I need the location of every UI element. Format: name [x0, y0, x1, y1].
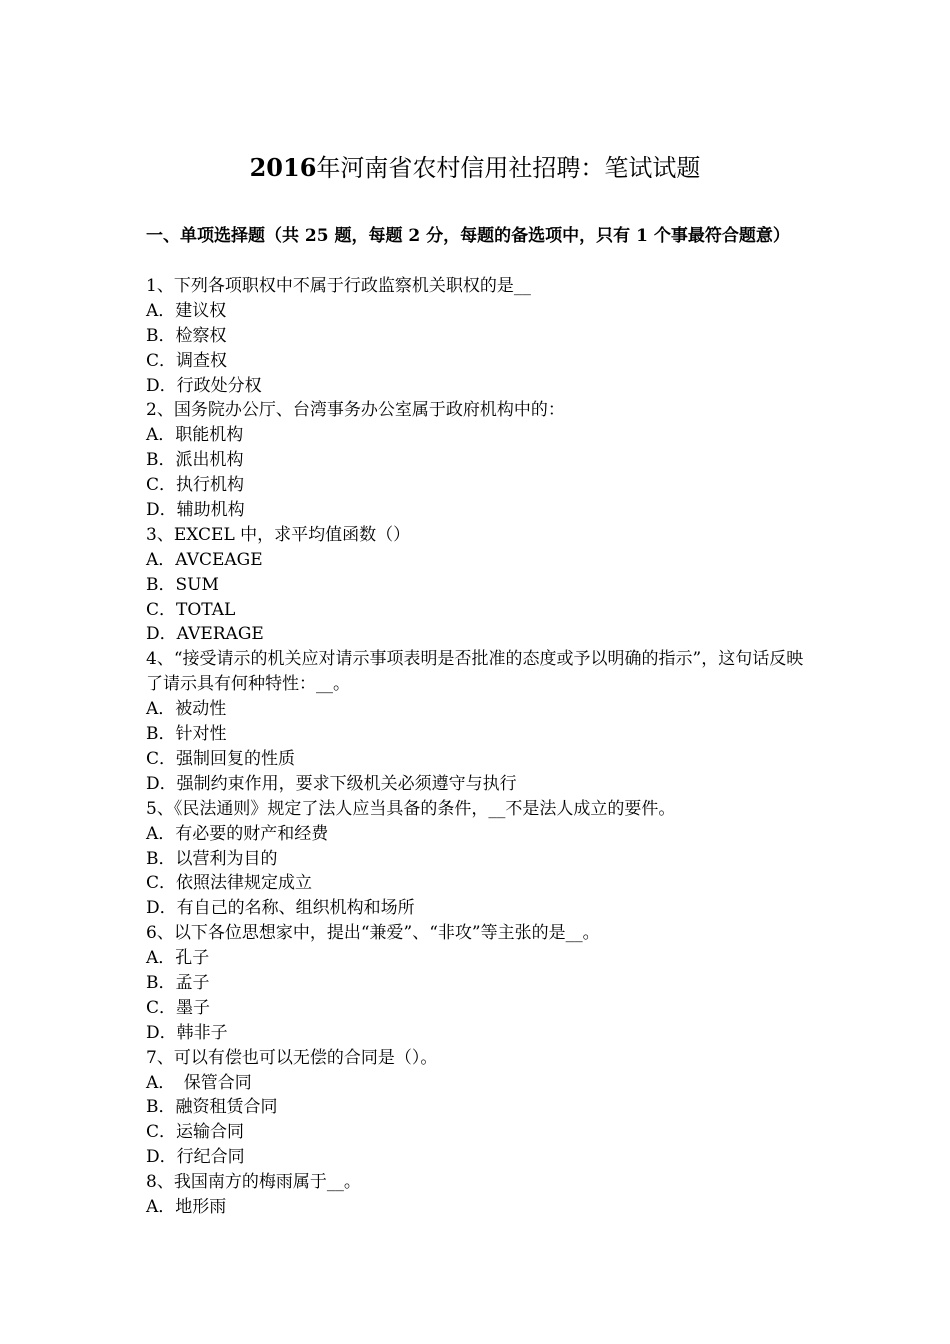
answer-option: D．强制约束作用，要求下级机关必须遵守与执行	[146, 773, 517, 794]
answer-option: B．孟子	[146, 972, 210, 993]
answer-option: C．执行机构	[146, 475, 245, 496]
question-stem: 2、国务院办公厅、台湾事务办公室属于政府机构中的：	[146, 400, 565, 421]
answer-option: A．地形雨	[146, 1196, 227, 1217]
question-stem: 6、以下各位思想家中，提出“兼爱”、“非攻”等主张的是__。	[146, 923, 600, 944]
answer-option: C．调查权	[146, 350, 228, 371]
title-text: 年河南省农村信用社招聘：笔试试题	[316, 154, 701, 182]
answer-option: A．被动性	[146, 699, 227, 720]
answer-option: B．融资租赁合同	[146, 1097, 278, 1118]
question-list	[146, 274, 818, 1220]
answer-option: D．韩非子	[146, 1022, 228, 1043]
title-year: 2016	[249, 153, 317, 182]
question-stem: 8、我国南方的梅雨属于__。	[146, 1172, 361, 1193]
answer-option: B．派出机构	[146, 450, 244, 471]
answer-option: C．依照法律规定成立	[146, 873, 313, 894]
answer-option: D．行纪合同	[146, 1147, 245, 1168]
answer-option: D．行政处分权	[146, 375, 262, 396]
answer-option: A．有必要的财产和经费	[146, 823, 329, 844]
answer-option: C．墨子	[146, 997, 211, 1018]
question-stem: 1、下列各项职权中不属于行政监察机关职权的是__	[146, 276, 531, 296]
question-stem: 7、可以有偿也可以无偿的合同是（）。	[146, 1047, 438, 1068]
answer-option: A．职能机构	[146, 425, 244, 446]
section-heading: 一、单项选择题（共 25 题，每题 2 分，每题的备选项中，只有 1 个事最符合题意）	[146, 226, 790, 246]
document-title	[0, 150, 950, 186]
question-stem: 5、《民法通则》规定了法人应当具备的条件，__不是法人成立的要件。	[146, 798, 676, 819]
question-stem: 3、EXCEL 中，求平均值函数（）	[146, 524, 411, 545]
question-stem: 4、“接受请示的机关应对请示事项表明是否批准的态度或予以明确的指示”，这句话反映了请示具有何种特性：__。	[146, 649, 804, 695]
answer-option: A．孔子	[146, 948, 210, 969]
answer-option: A．AVCEAGE	[146, 549, 263, 570]
answer-option: C．运输合同	[146, 1122, 245, 1143]
answer-option: B．以营利为目的	[146, 848, 278, 869]
answer-option: D．AVERAGE	[146, 624, 264, 645]
answer-option: B．检察权	[146, 325, 227, 346]
answer-option: B．SUM	[146, 574, 219, 595]
answer-option: D．有自己的名称、组织机构和场所	[146, 898, 415, 919]
answer-option: C．强制回复的性质	[146, 748, 296, 769]
answer-option: A．建议权	[146, 300, 227, 321]
answer-option: A． 保管合同	[146, 1072, 252, 1093]
answer-option: D．辅助机构	[146, 500, 245, 521]
answer-option: C．TOTAL	[146, 599, 236, 620]
answer-option: B．针对性	[146, 724, 227, 745]
